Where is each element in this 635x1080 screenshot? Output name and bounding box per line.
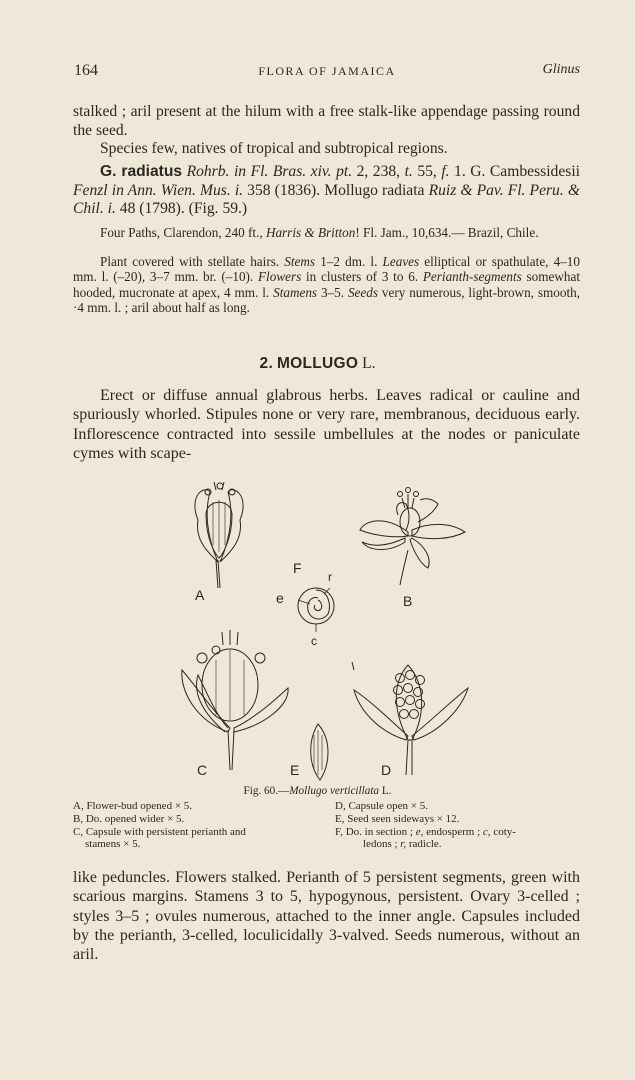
drawing-d-capsule-open	[352, 662, 468, 775]
running-title: FLORA OF JAMAICA	[258, 64, 396, 78]
species-citation: G. radiatus Rohrb. in Fl. Bras. xiv. pt. 2, 238, t. 55, f. 1. G. Cambessidesii Fenzl in Ann. Wien. Mus. i. 358 (1836). Mollugo radiata Ruiz & Pav. Fl. Peru. & Chil. i. 48 (1798). (Fig. 59.)	[73, 163, 580, 218]
figure-illustration	[150, 470, 490, 790]
figure-label-d: D	[381, 762, 392, 778]
drawing-a-flower-bud	[195, 482, 243, 588]
drawing-c-capsule	[182, 630, 288, 770]
figure-legend-right: D, Capsule open × 5. E, Seed seen sideways × 12. F, Do. in section ; e, endosperm ; c, coty- ledons ; r, radicle.	[335, 800, 516, 851]
intro-line: stalked ; aril present at the hilum with a free stalk-like appendage passing round the seed.	[73, 103, 580, 139]
figure-legend-left: A, Flower-bud opened × 5. B, Do. opened wider × 5. C, Capsule with persistent perianth and stamens × 5.	[73, 800, 246, 851]
genus-heading: 2. MOLLUGO L.	[259, 355, 376, 372]
drawing-e-seed	[311, 724, 328, 780]
genus-description: Erect or diffuse annual glabrous herbs. Leaves radical or cauline and spuriously whorled. Stipules none or very rare, membranous, deciduous early. Inflorescence contracted into sessile umbellules at the nodes or paniculate cymes with scape-	[73, 387, 580, 462]
figure-label-f-c: c	[311, 634, 317, 648]
figure-label-f-e: e	[276, 590, 284, 606]
closing-paragraph: like peduncles. Flowers stalked. Perianth of 5 persistent segments, green with scarious margins. Stamens 3 to 5, hypogynous, persistent. Ovary 3-celled ; styles 3–5 ; ovules numerous, attached to the inner angle. Capsules included by the perianth, 3-celled, loculicidally 3-valved. Seeds numerous, without an aril.	[73, 869, 580, 964]
running-header	[74, 62, 580, 82]
figure-label-a: A	[195, 587, 205, 603]
figure-label-f: F	[293, 560, 302, 576]
genus-header: Glinus	[542, 62, 580, 77]
intro-note: Species few, natives of tropical and subtropical regions.	[100, 140, 448, 158]
figure-caption: Fig. 60.—Mollugo verticillata L.	[243, 785, 392, 797]
drawing-f-seed-section	[298, 588, 334, 632]
species-entry	[73, 163, 580, 219]
figure-label-f-r: r	[328, 570, 332, 584]
page-number: 164	[74, 62, 98, 79]
species-author: Rohrb. in Fl. Bras. xiv. pt.	[186, 163, 353, 180]
drawing-b-open-flower	[360, 488, 465, 586]
figure-label-c: C	[197, 762, 208, 778]
genus-name: MOLLUGO	[276, 355, 359, 372]
intro-paragraph	[73, 103, 580, 159]
locality-note: Four Paths, Clarendon, 240 ft., Harris & Britton! Fl. Jam., 10,634.— Brazil, Chile.	[100, 225, 539, 240]
species-description: Plant covered with stellate hairs. Stems 1–2 dm. l. Leaves elliptical or spathulate, 4–10 mm. l. (–20), 3–7 mm. br. (–10). Flowers in clusters of 3 to 6. Perianth-segments somewhat hooded, mucronate at apex, 4 mm. l. Stamens 3–5. Seeds very numerous, light-brown, smooth, ·4 mm. l. ; aril about half as long.	[73, 254, 580, 315]
botanical-drawing	[150, 470, 490, 790]
figure-label-e: E	[290, 762, 300, 778]
species-name: G. radiatus	[100, 163, 183, 180]
figure-label-b: B	[403, 593, 413, 609]
